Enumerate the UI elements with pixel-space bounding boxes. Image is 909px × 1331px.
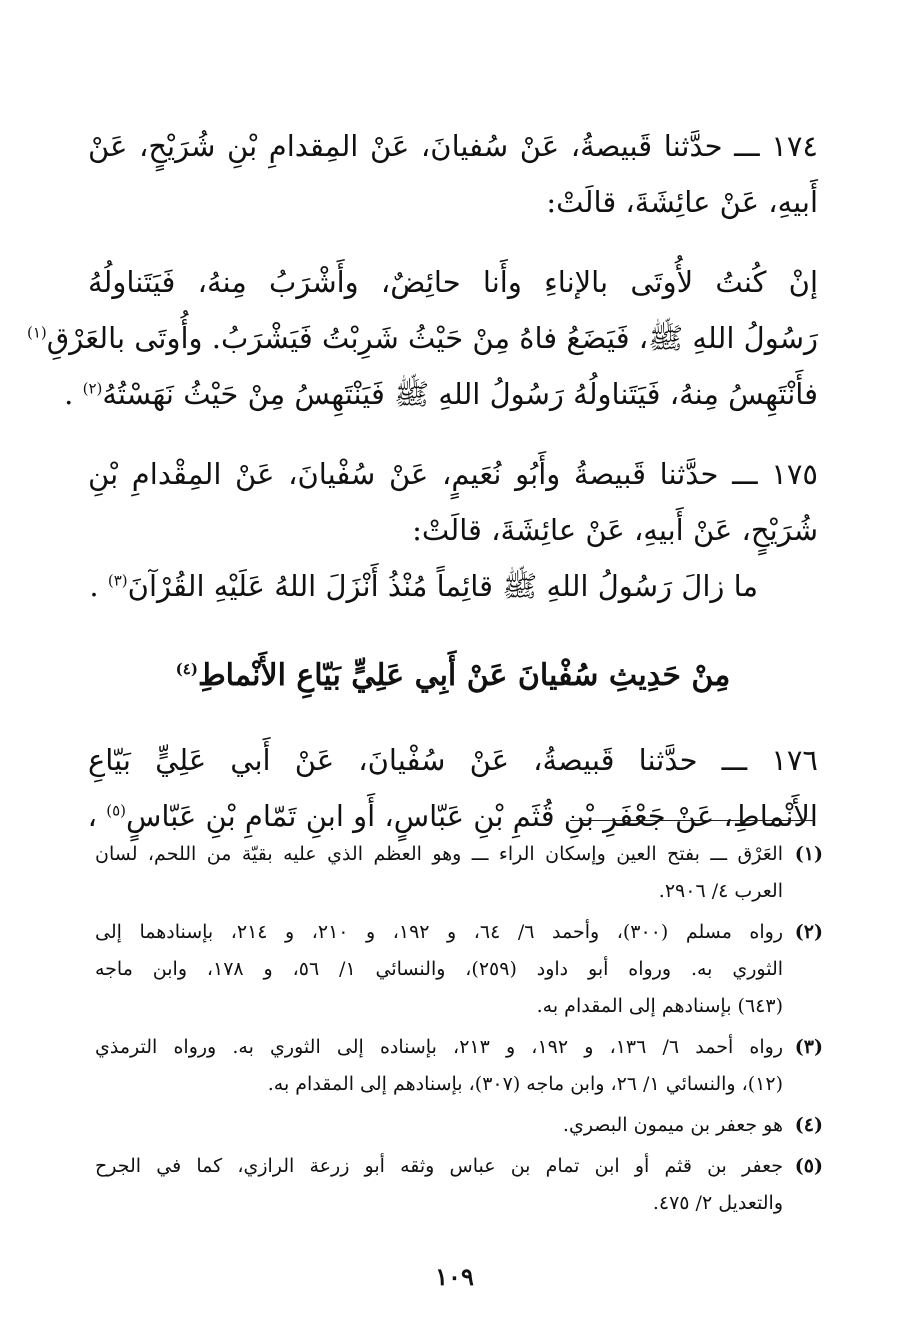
footnote-number: (٢) [794, 921, 823, 943]
footnotes [95, 836, 823, 1226]
footnote-marker[interactable]: (١) [27, 323, 47, 342]
hadith-174-matn-line-1: إنْ كُنتُ لأُوتَى بالإناءِ وأَنا حائِضٌ، وأَشْرَبُ مِنهُ، فَيَتَناولُهُ [88, 265, 818, 299]
hadith-175-matn [88, 558, 818, 614]
footnote-3 [95, 1029, 823, 1103]
footnote-line: والتعديل ٢/ ٤٧٥. [652, 1192, 783, 1214]
footnote-number: (١) [794, 843, 823, 865]
page-number: ١٠٩ [435, 1262, 474, 1291]
punctuation: . [64, 377, 83, 411]
hadith-174-matn-line-3 [64, 366, 818, 422]
matn-text: فأَنْتَهِسُ مِنهُ، فَيَتَناولُهُ رَسُولُ اللهِ ﷺ فَيَنْتَهِسُ مِنْ حَيْثُ نَهَسْتُهُ [102, 377, 818, 411]
footnote-5 [95, 1148, 823, 1222]
footnote-line: الثوري به. ورواه أبو داود (٢٥٩)، والنسائي ١/ ٥٦، و ١٧٨، وابن ماجه [95, 958, 784, 980]
footnote-4 [95, 1107, 823, 1144]
footnote-marker[interactable]: (٤) [175, 660, 198, 678]
section-heading [88, 644, 818, 708]
footnote-line: (٦٤٣) بإسنادهم إلى المقدام به. [536, 995, 783, 1017]
footnote-line: جعفر بن قثم أو ابن تمام بن عباس وثقه أبو زرعة الرازي، كما في الجرح [95, 1155, 783, 1177]
matn-text: رَسُولُ اللهِ ﷺ، فَيَضَعُ فاهُ مِنْ حَيْثُ شَرِبْتُ فَيَشْرَبُ. وأُوتَى بالعَرْقِ [46, 321, 818, 355]
footnote-2 [95, 914, 823, 1025]
punctuation: ، [87, 799, 107, 833]
hadith-174-isnad-line-1: ١٧٤ ـــ حدَّثنا قَبيصةُ، عَنْ سُفيانَ، عَنْ المِقدامِ بْنِ شُرَيْحٍ، عَنْ [88, 129, 818, 163]
hadith-176-line-1: ١٧٦ ـــ حدَّثنا قَبيصةُ، عَنْ سُفْيانَ، عَنْ أَبي عَلِيٍّ بَيّاعِ [88, 743, 818, 777]
footnote-line: هو جعفر بن ميمون البصري. [562, 1114, 783, 1136]
hadith-174-matn-line-2 [27, 310, 818, 366]
footnote-divider [570, 820, 815, 821]
matn-text: ما زالَ رَسُولُ اللهِ ﷺ قائِماً مُنْذُ أَنْزَلَ اللهُ عَلَيْهِ القُرْآنَ [127, 569, 758, 603]
footnote-line: رواه مسلم (٣٠٠)، وأحمد ٦/ ٦٤، و ١٩٢، و ٢١٠، و ٢١٤، بإسنادهما إلى [95, 921, 784, 943]
footnote-1 [95, 836, 823, 910]
footnote-marker[interactable]: (٣) [107, 571, 128, 590]
hadith-175-isnad-line-1: ١٧٥ ـــ حدَّثنا قَبيصةُ وأَبُو نُعَيمٍ، عَنْ سُفْيانَ، عَنْ المِقْدامِ بْنِ [88, 457, 818, 491]
footnote-line: العرب ٤/ ٢٩٠٦. [658, 880, 783, 902]
footnote-number: (٤) [794, 1114, 823, 1136]
footnote-number: (٣) [794, 1036, 823, 1058]
footnote-marker[interactable]: (٥) [106, 801, 126, 820]
main-text [27, 118, 818, 844]
footnote-number: (٥) [794, 1155, 823, 1177]
footnote-line: العَرْق ـــ بفتح العين وإسكان الراء ـــ وهو العظم الذي عليه بقيّة من اللحم، لسان [95, 843, 783, 865]
footnote-line: (١٢)، والنسائي ١/ ٢٦، وابن ماجه (٣٠٧)، بإسنادهم إلى المقدام به. [267, 1073, 783, 1095]
punctuation: . [89, 569, 108, 603]
hadith-175-isnad-line-2: شُرَيْحٍ، عَنْ أَبيهِ، عَنْ عائِشَةَ، قالَتْ: [412, 513, 818, 547]
footnote-marker[interactable]: (٢) [82, 379, 103, 398]
hadith-174-isnad-line-2: أَبيهِ، عَنْ عائِشَةَ، قالَتْ: [546, 185, 818, 219]
hadith-text: الأَنْماطِ، عَنْ جَعْفَرِ بْنِ قُثَمِ بْنِ عَبّاسٍ، أَو ابنِ تَمّامِ بْنِ عَبّاسٍ [125, 799, 818, 833]
section-heading-text: مِنْ حَدِيثِ سُفْيانَ عَنْ أَبِي عَلِيٍّ بَيّاعِ الأَنْماطِ [197, 658, 731, 693]
footnote-line: رواه أحمد ٦/ ١٣٦، و ١٩٢، و ٢١٣، بإسناده إلى الثوري به. ورواه الترمذي [95, 1036, 784, 1058]
